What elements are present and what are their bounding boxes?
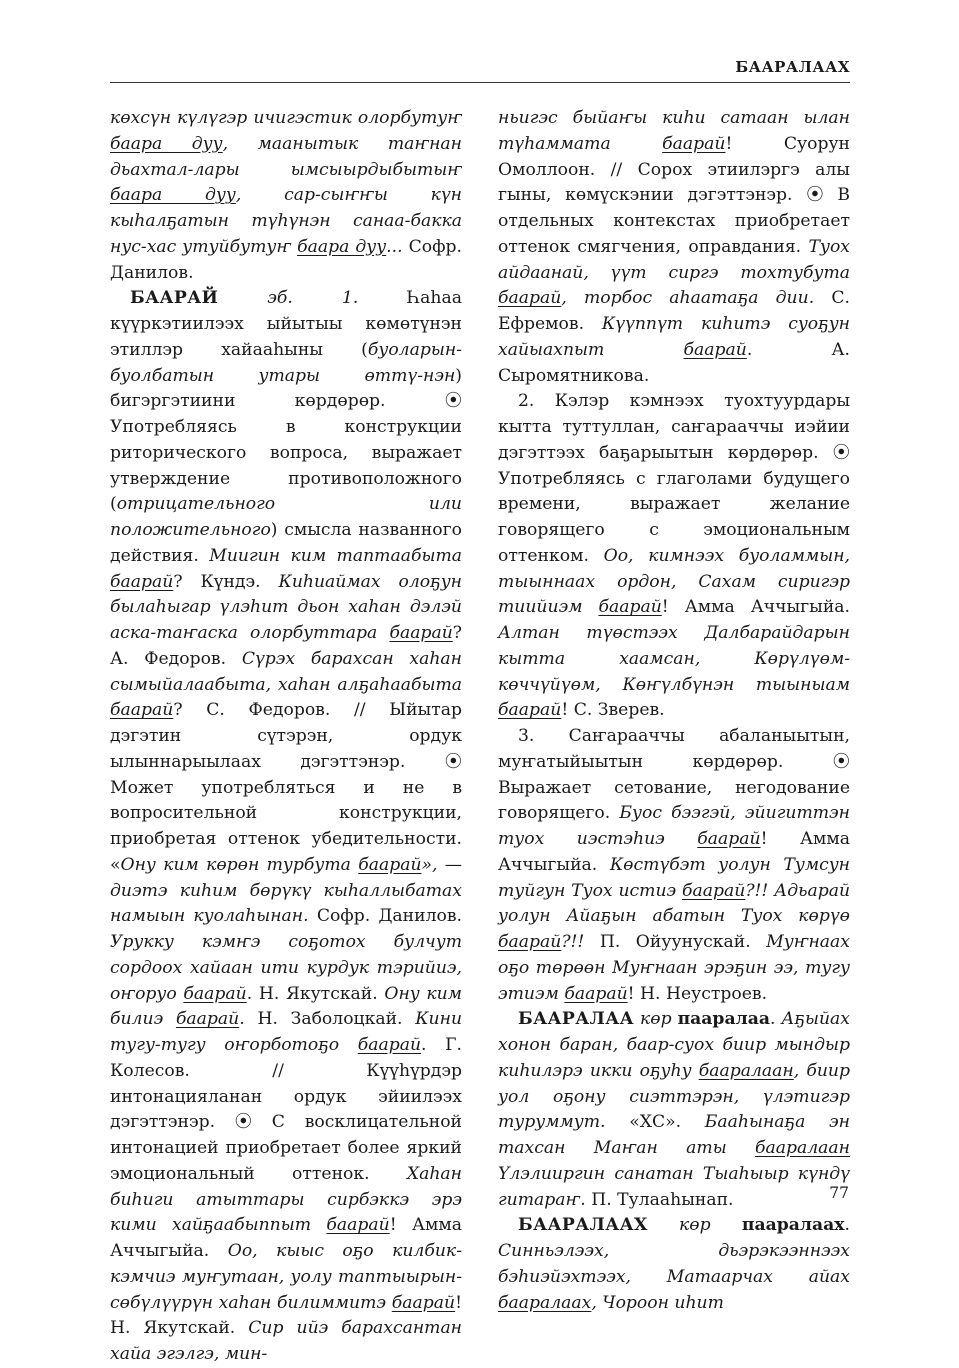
entry-baaralaa xyxy=(498,1007,850,1213)
source-citation: Амма Аччыгыйа. xyxy=(684,597,850,618)
headword-usage: баарай xyxy=(326,1215,390,1236)
headword-usage: бааралаах xyxy=(498,1292,592,1313)
example-text: Туох айдаанай, үүт сиргэ тохтубута xyxy=(498,236,850,283)
source-citation: Н. Неустроев. xyxy=(640,983,768,1004)
source-citation: Н. Заболоцкай. xyxy=(257,1009,403,1030)
source-citation: Г. Колесов. // Күүһүрдэр интонацияланан ордук эйиилээх дэгэттэнэр. ⦿ С восклицательной интонацией приобретает более яркий эмоциональный оттенок. xyxy=(110,1035,462,1184)
headword-usage: баарай xyxy=(662,133,726,154)
example-text: Алтан түөстээх Далбарайдарын кытта хаамсан, Көрүлүөм-көччүйүөм, Көҥүлбүнэн тыыныам xyxy=(498,623,850,695)
example-text: Оо, кыыс оҕо килбик-кэмчиэ муҥутаан, уолу таптыырын-сөбүлүүрүн хаһан билиммитэ xyxy=(110,1241,462,1313)
right-column xyxy=(498,106,850,1316)
punctuation: ! xyxy=(455,1292,462,1313)
example-text: ?!! Адьарай уолун Айаҕын абатын Туох көрүө xyxy=(498,880,851,927)
headword-usage: баара дуу xyxy=(110,133,223,154)
entry-headword: БААРАЛААХ xyxy=(518,1215,648,1236)
punctuation: . xyxy=(239,1009,245,1030)
source-citation: Күндэ. xyxy=(200,571,261,592)
example-text: Ону ким билиэ xyxy=(110,983,463,1030)
example-text: Көстүбэт уолун Тумсун туйгун Туох истиэ xyxy=(498,854,850,901)
definition-text: 2. Кэлэр кэмнээх туохтуурдары кытта туттуллан, саҥарааччы иэйии дэгэттээх баҕарыытын көрдөрөр. ⦿ Употребляясь с глаголами будущего времени, выражает желание говорящего с эмоциональным оттенком. xyxy=(498,391,850,566)
source-citation: Софр. Данилов. xyxy=(316,906,463,927)
running-head-word: БААРАЛААХ xyxy=(735,58,850,76)
headword-usage: баарай xyxy=(358,854,422,875)
cross-reference-label: көр xyxy=(639,1009,672,1030)
source-citation: Софр. Данилов. xyxy=(110,236,462,283)
example-text: Аҕыйах хонон баран, баар-суох биир мындыр киһилэрэ икки оҕуһу xyxy=(498,1009,850,1081)
example-text: ньигэс быйаҥы киһи сатаан ылан түһаммата xyxy=(498,108,850,154)
example-text: Урукку кэмҥэ соҕотох булчут сордоох хайаан ити курдук тэрийиэ, оҥоруо xyxy=(110,932,462,1004)
punctuation: . xyxy=(769,1009,776,1030)
example-text: Күүппүт киһитэ суоҕун хайыахпыт xyxy=(498,314,850,360)
example-text: Буос бээгэй, эйигиттэн туох иэстэһиэ xyxy=(498,803,850,849)
punctuation: ! xyxy=(389,1215,397,1236)
headword-usage: баарай xyxy=(564,983,628,1004)
example-text: Сир ийэ барахсантан хайа эгэлгэ, мин- xyxy=(110,1318,463,1364)
example-text: , маанытык таҥнан дьахтал-лары ымсыырдыбытыҥ xyxy=(110,133,462,180)
headword-usage: баарай xyxy=(683,339,747,360)
cross-reference-word: пааралаах xyxy=(741,1215,845,1236)
example-text: , Чороон иһит xyxy=(591,1292,724,1313)
definition-italic: отрицательного или положительного xyxy=(110,494,462,540)
source-citation: П. Ойуунускай. xyxy=(599,932,751,952)
source-citation: Н. Якутскай. xyxy=(258,983,378,1004)
example-text: Кини тугу-тугу оҥорботоҕо xyxy=(110,1009,463,1055)
paragraph-continued xyxy=(498,106,850,389)
punctuation: ! xyxy=(661,597,669,618)
punctuation: ? xyxy=(173,700,183,721)
headword-usage: баарай xyxy=(697,829,761,849)
source-citation: С. Ефремов. xyxy=(498,288,850,334)
punctuation: . xyxy=(844,1215,850,1236)
paragraph-continued xyxy=(110,106,462,286)
source-citation: «ХС». xyxy=(629,1112,682,1133)
source-citation: П. Тулааһынап. xyxy=(591,1189,734,1210)
entry-baarai xyxy=(110,286,462,1368)
punctuation: ! xyxy=(725,133,733,154)
example-text: ... xyxy=(386,236,403,257)
source-citation: А. Сыромятникова. xyxy=(498,339,850,386)
punctuation: ! xyxy=(760,829,768,849)
source-citation: Амма Аччыгыйа. xyxy=(110,1215,462,1261)
part-of-speech: эб. 1. xyxy=(267,288,359,309)
source-citation: С. Зверев. xyxy=(573,700,665,721)
definition-italic: буоларын-буолбатын утары өттү-нэн xyxy=(110,339,462,386)
example-text: , сар-сыҥҥы күн кыһалҕатын түһүнэн санаа-баккa нус-хас утуйбутуҥ xyxy=(110,185,462,257)
headword-usage: баарай xyxy=(389,623,453,643)
running-header xyxy=(110,58,850,83)
example-text: Сүрэх барахсан хаһан сымыйалаабыта, хаһан алҕаһаабыта xyxy=(110,648,462,695)
headword-usage: баарай xyxy=(498,700,562,721)
headword-usage: бааралаан xyxy=(755,1138,850,1158)
headword-usage: баарай xyxy=(391,1292,456,1313)
punctuation: . xyxy=(421,1035,427,1055)
source-citation: Амма Аччыгыйа. xyxy=(498,829,850,875)
example-text: Миигин ким таптаабыта xyxy=(209,545,462,566)
entry-headword: БААРАЛАА xyxy=(518,1009,635,1030)
example-text: , торбос аһаатаҕа дии. xyxy=(561,288,815,309)
left-column xyxy=(110,106,462,1368)
punctuation: ! xyxy=(561,700,569,721)
headword-usage: бааралаан xyxy=(698,1060,794,1081)
source-citation: А. Федоров. xyxy=(110,648,227,669)
definition-text: ) смысла названного действия. xyxy=(110,520,462,566)
headword-usage: баарай xyxy=(498,932,562,952)
headword-usage: баарай xyxy=(183,983,247,1004)
example-text: Бааһынаҕа эн тахсан Маҥан аты xyxy=(498,1112,850,1158)
punctuation: . xyxy=(246,983,253,1004)
sense-2 xyxy=(498,389,850,724)
example-text: Муҥнаах оҕо төрөөн Муҥнаан эрэҕин ээ, тугу этиэм xyxy=(498,932,850,1004)
cross-reference-word: пааралаа xyxy=(677,1009,770,1030)
example-text: , биир уол оҕону сиэттэрэн, үлэтигэр туруммут. xyxy=(498,1060,851,1133)
headword-usage: баарай xyxy=(357,1035,422,1055)
example-text: », — диэтэ киһим бөрүкү кыһаллыбатах намыын куолаһынан. xyxy=(110,854,462,927)
example-text: ?!! xyxy=(561,932,585,952)
entry-headword: БААРАЙ xyxy=(130,288,219,309)
headword-usage: баарай xyxy=(498,288,562,309)
example-text: Синньэлээх, дьэрэкээннээх бэһиэйэхтээх, Матаарчах айах xyxy=(498,1241,850,1287)
source-citation: Н. Якутскай. xyxy=(110,1318,236,1339)
example-text: Хаһан биһиги атыттары сирбэккэ эрэ кими хайҕаабыппыт xyxy=(110,1163,462,1236)
example-text: Киһиаймах олоҕун былаһыгар үлэһит дьон хаһан дэлэй аска-таҥаска олорбуттара xyxy=(110,571,462,643)
headword-usage: баарай xyxy=(598,597,662,618)
example-text: көхсүн күлүгэр ичигэстик олорбутуҥ xyxy=(110,108,462,128)
cross-reference-label: көр xyxy=(679,1215,711,1236)
example-text: Ону ким көрөн турбута xyxy=(120,854,351,875)
punctuation: . xyxy=(746,339,753,360)
headword-usage: баара дуу xyxy=(110,185,236,206)
punctuation: ? xyxy=(173,571,183,592)
source-citation: С. Федоров. // Ыйытар дэгэтин сүтэрэн, ордук ылыннарыылаах дэгэттэнэр. ⦿ Может употребляться и не в вопросительной конструкции, приобретая оттенок убедительности. « xyxy=(110,700,462,875)
headword-usage: баарай xyxy=(110,571,174,592)
example-text: Үлэлииргин санатан Тыаһыыр күндү гитараҥ. xyxy=(498,1163,850,1210)
sense-3 xyxy=(498,724,850,1007)
punctuation: ! xyxy=(627,983,635,1004)
headword-usage: баара дуу xyxy=(297,236,387,257)
definition-text: 3. Саҥарааччы абаланыытын, муҥатыйыытын көрдөрөр. ⦿ Выражает сетование, негодование говорящего. xyxy=(498,726,850,824)
headword-usage: баарай xyxy=(682,880,746,901)
definition-text: Һаһаа күүркэтиилээх ыйытыы көмөтүнэн этиллэр хайааһыны ( xyxy=(110,288,462,360)
source-citation: Суорун Омоллоон. // Сорох этиилэргэ алы гыны, көмүскэнии дэгэттэнэр. ⦿ В отдельных контекстах приобретает оттенок смягчения, оправдания. xyxy=(498,133,851,257)
punctuation: ? xyxy=(452,623,462,643)
entry-baaralaakh xyxy=(498,1213,850,1316)
headword-usage: баарай xyxy=(110,700,174,721)
example-text: Оо, кимнээх буоламмын, тыыннаах ордон, Сахам сиригэр тиийиэм xyxy=(498,545,850,618)
definition-text: ) бигэргэтиини көрдөрөр. ⦿ Употребляясь в конструкции риторического вопроса, выражает утверждение противоположного ( xyxy=(110,365,462,515)
headword-usage: баарай xyxy=(175,1009,240,1030)
page-number: 77 xyxy=(829,1184,849,1202)
